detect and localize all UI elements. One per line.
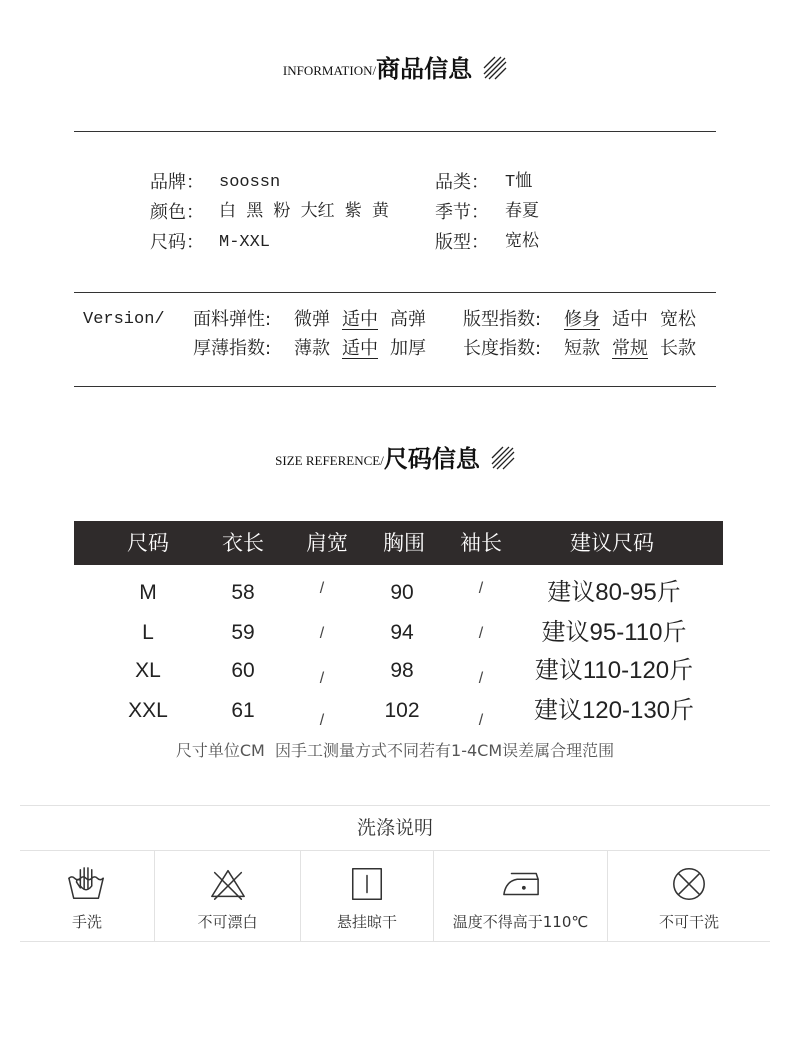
shoulder-cell: / [319, 670, 325, 687]
index-option: 宽松 [660, 309, 696, 330]
no-bleach-icon [208, 865, 248, 903]
care-label: 温度不得高于110℃ [452, 913, 589, 931]
version-label: Version/ [83, 310, 165, 329]
season-value: 春夏 [505, 203, 539, 222]
index-option: 适中 [612, 309, 648, 330]
information-title-cn: 商品信息 [376, 55, 473, 83]
care-title: 洗涤说明 [356, 817, 433, 839]
thickness-index [193, 338, 438, 360]
brand-value: soossn [219, 173, 281, 192]
suggested-size-cell: 建议95-110斤 [541, 619, 687, 646]
category-value: T恤 [505, 173, 533, 192]
season-label: 季节： [435, 202, 489, 223]
size-cell: XXL [128, 699, 168, 722]
shoulder-cell: / [319, 625, 325, 642]
suggested-size-cell: 建议120-130斤 [533, 697, 695, 724]
divider [20, 805, 770, 806]
length-cell: 60 [231, 659, 255, 682]
measurement-note: 尺寸单位CM 因手工测量方式不同若有1-4CM误差属合理范围 [175, 741, 615, 760]
care-label: 手洗 [71, 913, 102, 931]
care-item [155, 851, 301, 941]
fabric-elasticity-index [193, 309, 438, 331]
suggested-size-cell: 建议80-95斤 [547, 579, 681, 606]
length-index [463, 338, 708, 360]
length-cell: 61 [231, 699, 255, 722]
category-label: 品类： [435, 172, 489, 193]
column-header: 建议尺码 [570, 531, 654, 555]
index-option: 高弹 [390, 309, 426, 330]
shoulder-cell: / [319, 580, 325, 597]
diagonal-hatch-icon [491, 446, 515, 470]
care-label: 不可漂白 [197, 913, 258, 931]
length-cell: 58 [231, 581, 255, 604]
column-header: 袖长 [460, 531, 502, 555]
index-label: 版型指数: [463, 309, 542, 330]
index-option: 微弹 [294, 309, 330, 330]
suggested-size-cell: 建议110-120斤 [534, 657, 694, 684]
index-option: 短款 [564, 338, 600, 359]
size-cell: L [142, 621, 154, 644]
care-item [20, 851, 155, 941]
index-option: 适中 [342, 309, 378, 330]
column-header: 肩宽 [306, 531, 348, 555]
table-row [0, 697, 790, 729]
sleeve-cell: / [478, 670, 484, 687]
size-table-header [74, 521, 723, 565]
chest-cell: 94 [390, 621, 414, 644]
fit-label: 版型： [435, 232, 489, 253]
iron-icon [498, 865, 544, 903]
size-reference-heading [0, 443, 790, 473]
column-header: 衣长 [222, 531, 264, 555]
care-label: 不可干洗 [658, 913, 719, 931]
size-value: M-XXL [219, 233, 271, 252]
column-header: 尺码 [127, 531, 169, 555]
length-cell: 59 [231, 621, 255, 644]
index-label: 厚薄指数: [193, 338, 272, 359]
fit-index [463, 309, 708, 331]
no-dry-clean-icon [670, 865, 708, 903]
care-icons-row [20, 851, 770, 942]
chest-cell: 98 [390, 659, 414, 682]
care-item [608, 851, 770, 941]
chest-cell: 90 [390, 581, 414, 604]
column-header: 胸围 [383, 531, 425, 555]
brand-label: 品牌： [150, 172, 204, 193]
table-row [0, 620, 790, 646]
size-cell: M [139, 581, 157, 604]
size-reference-title-cn: 尺码信息 [383, 445, 480, 473]
care-label: 悬挂晾干 [336, 913, 397, 931]
shoulder-cell: / [319, 712, 325, 729]
size-reference-title-en: SIZE REFERENCE/ [275, 453, 384, 468]
hand-wash-icon [66, 865, 108, 903]
divider [74, 292, 716, 293]
index-label: 面料弹性: [193, 309, 272, 330]
index-option: 修身 [564, 309, 600, 330]
diagonal-hatch-icon [483, 56, 507, 80]
sleeve-cell: / [478, 625, 484, 642]
sleeve-cell: / [478, 712, 484, 729]
color-value: 白 黑 粉 大红 紫 黄 [219, 203, 390, 222]
table-row [0, 657, 790, 687]
sleeve-cell: / [478, 580, 484, 597]
size-cell: XL [135, 659, 161, 682]
information-heading [0, 53, 790, 83]
index-option: 长款 [660, 338, 696, 359]
index-option: 适中 [342, 338, 378, 359]
size-label: 尺码： [150, 232, 204, 253]
divider [74, 131, 716, 132]
hang-dry-icon [348, 865, 386, 903]
index-option: 薄款 [294, 338, 330, 359]
fit-value: 宽松 [505, 233, 539, 252]
index-label: 长度指数: [463, 338, 542, 359]
divider [74, 386, 716, 387]
information-title-en: INFORMATION/ [282, 63, 377, 78]
color-label: 颜色： [150, 202, 204, 223]
care-item [301, 851, 434, 941]
index-option: 加厚 [390, 338, 426, 359]
index-option: 常规 [612, 338, 648, 359]
care-item [434, 851, 608, 941]
table-row [0, 580, 790, 606]
chest-cell: 102 [384, 699, 420, 722]
